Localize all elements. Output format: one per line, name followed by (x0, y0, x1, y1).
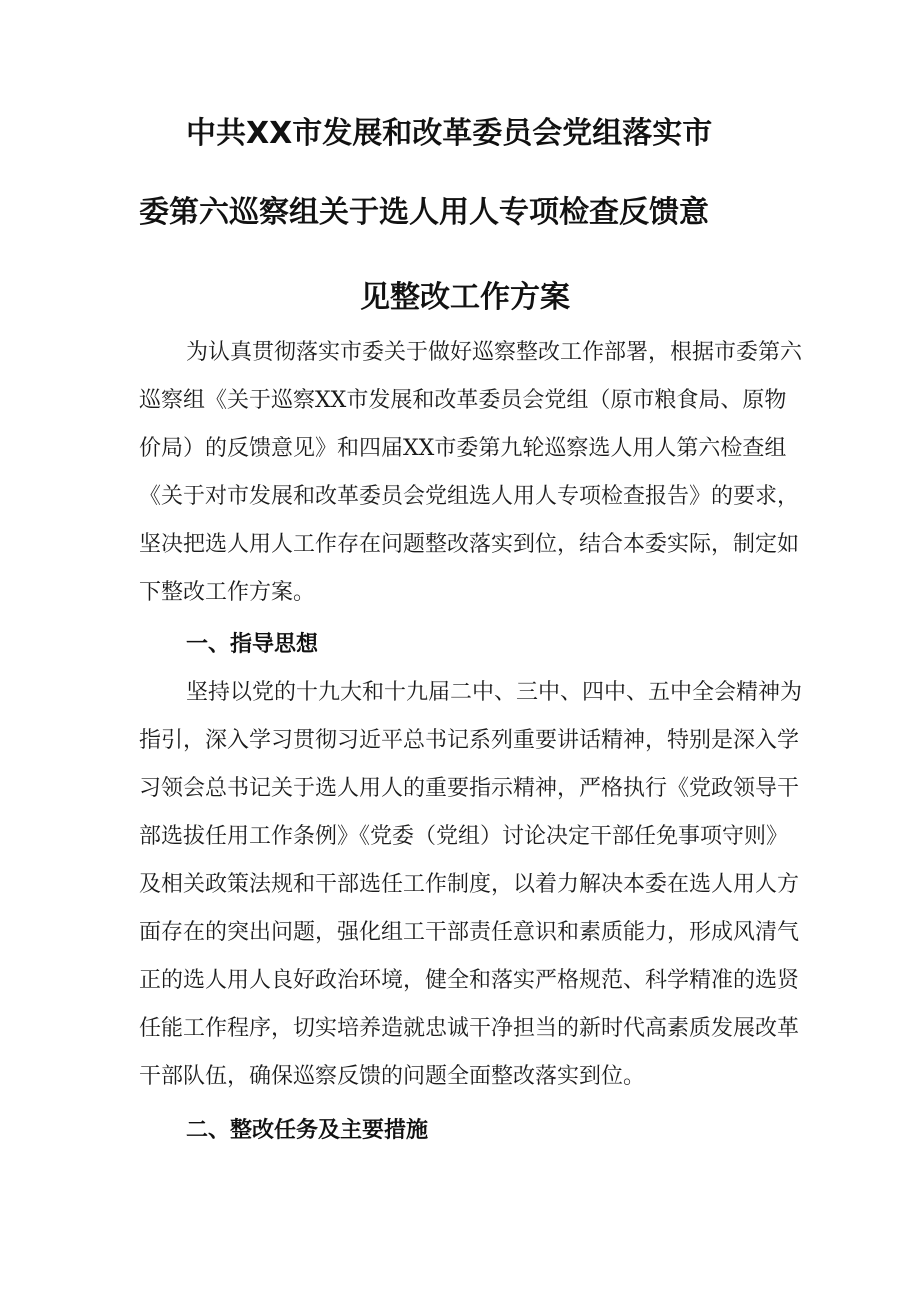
section1-line-8: 任能工作程序，切实培养造就忠诚干净担当的新时代高素质发展改革 (139, 1016, 800, 1041)
section1-line-9: 干部队伍，确保巡察反馈的问题全面整改落实到位。 (139, 1064, 646, 1089)
intro-line-3: 价局）的反馈意见》和四届XX市委第九轮巡察选人用人第六检查组 (139, 436, 787, 461)
section1-line-4: 部选拔任用工作条例》《党委（党组）讨论决定干部任免事项守则》 (139, 824, 789, 849)
section1-line-1: 坚持以党的十九大和十九届二中、三中、四中、五中全会精神为 (186, 680, 803, 705)
section1-line-3: 习领会总书记关于选人用人的重要指示精神，严格执行《党政领导干 (139, 776, 800, 801)
intro-line-1: 为认真贯彻落实市委关于做好巡察整改工作部署，根据市委第六 (186, 340, 803, 365)
intro-line-2: 巡察组《关于巡察XX市发展和改革委员会党组（原市粮食局、原物 (139, 388, 787, 413)
intro-line-6: 下整改工作方案。 (139, 580, 316, 605)
document-title-line-2: 委第六巡察组关于选人用人专项检查反馈意 (139, 195, 709, 230)
section1-line-7: 正的选人用人良好政治环境，健全和落实严格规范、科学精准的选贤 (139, 968, 800, 993)
section1-line-5: 及相关政策法规和干部选任工作制度，以着力解决本委在选人用人方 (139, 872, 800, 897)
document-title-line-1: 中共XX市发展和改革委员会党组落实市 (186, 116, 713, 151)
section1-line-6: 面存在的突出问题，强化组工干部责任意识和素质能力，形成风清气 (139, 920, 800, 945)
section-heading-rectification-tasks: 二、整改任务及主要措施 (186, 1118, 429, 1143)
intro-line-5: 坚决把选人用人工作存在问题整改落实到位，结合本委实际，制定如 (139, 532, 800, 557)
intro-line-4: 《关于对市发展和改革委员会党组选人用人专项检查报告》的要求， (139, 484, 800, 509)
section1-line-2: 指引，深入学习贯彻习近平总书记系列重要讲话精神，特别是深入学 (139, 728, 800, 753)
document-title-line-3: 见整改工作方案 (360, 280, 570, 315)
section-heading-guiding-thought: 一、指导思想 (186, 632, 319, 657)
